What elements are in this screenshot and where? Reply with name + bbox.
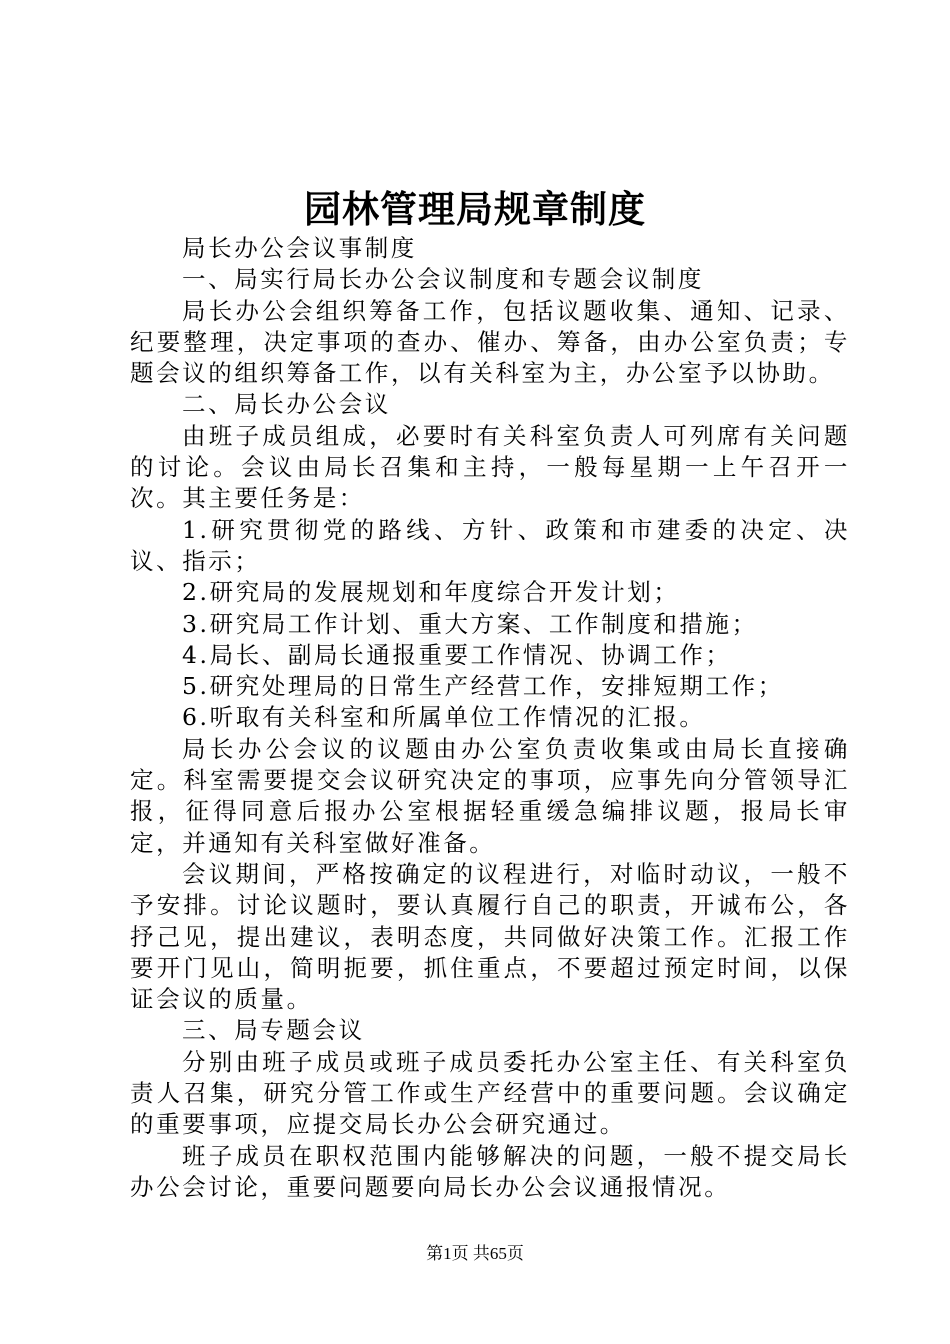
paragraph: 班子成员在职权范围内能够解决的问题，一般不提交局长办公会讨论，重要问题要向局长办公会议通报情况。 bbox=[130, 1141, 850, 1201]
paragraph-section-3-heading: 三、局专题会议 bbox=[182, 1016, 365, 1045]
document-body bbox=[130, 233, 850, 1203]
paragraph-section-2-heading: 二、局长办公会议 bbox=[182, 390, 391, 419]
paragraph-section-1-heading: 一、局实行局长办公会议制度和专题会议制度 bbox=[182, 265, 704, 294]
paragraph: 局长办公会议的议题由办公室负责收集或由局长直接确定。科室需要提交会议研究决定的事项，应事先向分管领导汇报，征得同意后报办公室根据轻重缓急编排议题，报局长审定，并通知有关科室做好准备。 bbox=[130, 734, 850, 857]
page-number-footer: 第1页 共65页 bbox=[426, 1244, 524, 1263]
paragraph: 分别由班子成员或班子成员委托办公室主任、有关科室负责人召集，研究分管工作或生产经营中的重要问题。会议确定的重要事项，应提交局长办公会研究通过。 bbox=[130, 1047, 850, 1139]
list-item: 5.研究处理局的日常生产经营工作，安排短期工作； bbox=[182, 672, 784, 701]
list-item: 3.研究局工作计划、重大方案、工作制度和措施； bbox=[182, 609, 758, 638]
document-title: 园林管理局规章制度 bbox=[304, 187, 646, 231]
paragraph-heading: 局长办公会议事制度 bbox=[182, 234, 417, 262]
list-item: 1.研究贯彻党的路线、方针、政策和市建委的决定、决议、指示； bbox=[130, 515, 850, 575]
list-item: 2.研究局的发展规划和年度综合开发计划； bbox=[182, 578, 680, 607]
paragraph: 会议期间，严格按确定的议程进行，对临时动议，一般不予安排。讨论议题时，要认真履行自己的职责，开诚布公，各抒己见，提出建议，表明态度，共同做好决策工作。汇报工作要开门见山，简明扼要，抓住重点，不要超过预定时间，以保证会议的质量。 bbox=[130, 859, 850, 1014]
list-item: 4.局长、副局长通报重要工作情况、协调工作； bbox=[182, 640, 732, 669]
list-item: 6.听取有关科室和所属单位工作情况的汇报。 bbox=[182, 703, 706, 732]
paragraph: 由班子成员组成，必要时有关科室负责人可列席有关问题的讨论。会议由局长召集和主持，一般每星期一上午召开一次。其主要任务是： bbox=[130, 421, 850, 513]
paragraph: 局长办公会组织筹备工作，包括议题收集、通知、记录、纪要整理，决定事项的查办、催办、筹备，由办公室负责；专题会议的组织筹备工作，以有关科室为主，办公室予以协助。 bbox=[130, 296, 850, 388]
